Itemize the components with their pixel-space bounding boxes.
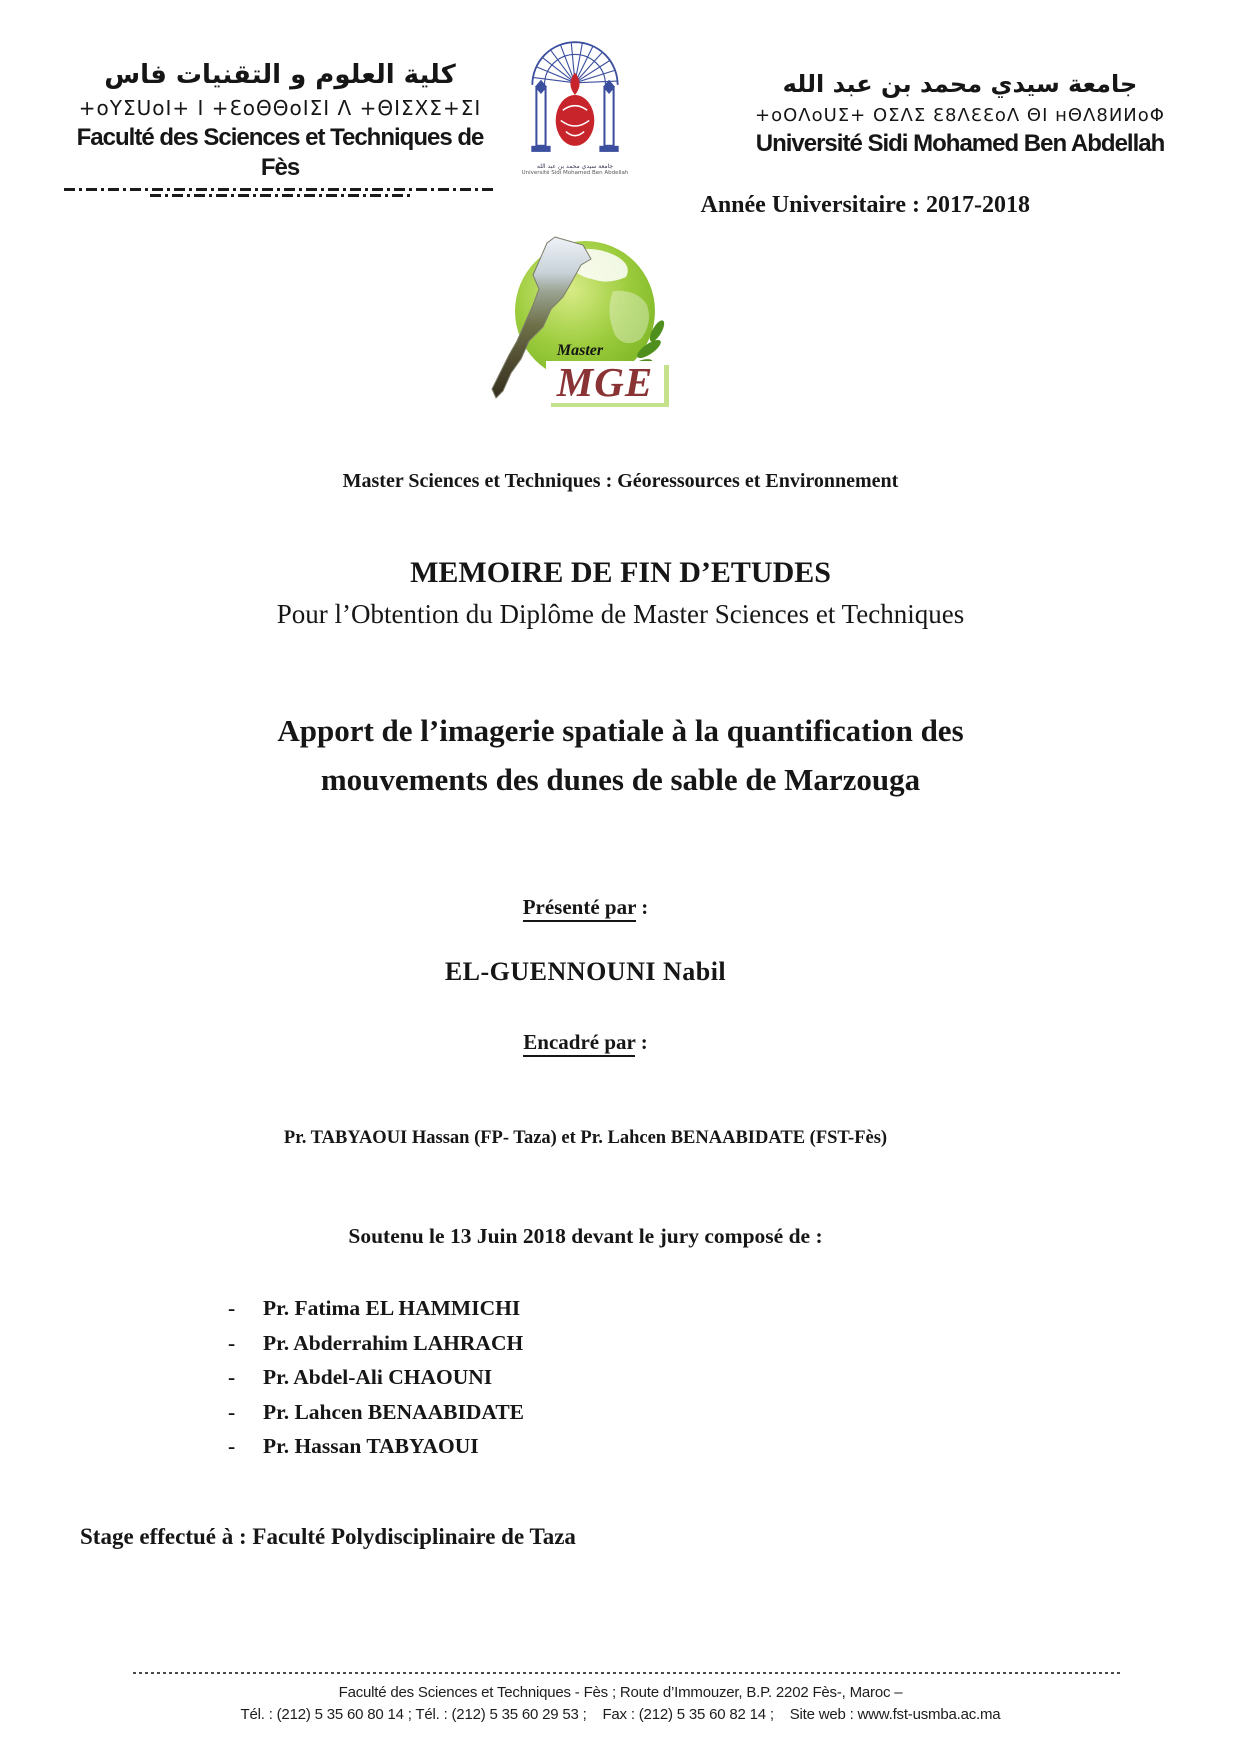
jury-member-name: Pr. Hassan TABYAOUI bbox=[263, 1434, 479, 1458]
jury-list bbox=[228, 1291, 524, 1464]
author-name: EL-GUENNOUNI Nabil bbox=[444, 957, 727, 986]
memoire-subheading: Pour l’Obtention du Diplôme de Master Sciences et Techniques bbox=[276, 599, 965, 629]
supervised-by-label bbox=[0, 1030, 1171, 1055]
faculty-name-tifinagh: +oYΣUoI+ I +ƐoΘΘoIΣI Λ +ΘIΣXΣ+ΣI bbox=[78, 96, 482, 120]
list-dash: - bbox=[228, 1434, 236, 1458]
jury-member bbox=[228, 1360, 524, 1395]
memoire-heading: MEMOIRE DE FIN D’ETUDES bbox=[410, 556, 831, 589]
presented-by-colon: : bbox=[636, 895, 649, 919]
jury-member bbox=[228, 1429, 524, 1464]
defense-line: Soutenu le 13 Juin 2018 devant le jury composé de : bbox=[348, 1224, 823, 1248]
presented-by-text: Présenté par bbox=[523, 895, 636, 922]
jury-member bbox=[228, 1395, 524, 1430]
university-crest bbox=[513, 30, 637, 177]
thesis-title-line1: Apport de l’imagerie spatiale à la quantification des bbox=[277, 713, 964, 748]
academic-year: Année Universitaire : 2017-2018 bbox=[700, 192, 1030, 218]
supervised-by-colon: : bbox=[635, 1030, 648, 1054]
footer-address: Faculté des Sciences et Techniques - Fès ; Route d’Immouzer, B.P. 2202 Fès-, Maroc – bbox=[338, 1684, 903, 1701]
faculty-name-arabic: كلية العلوم و التقنيات فاس bbox=[104, 60, 456, 90]
supervised-by-text: Encadré par bbox=[523, 1030, 635, 1057]
dashdot-divider bbox=[64, 188, 496, 191]
university-header-block bbox=[725, 66, 1195, 159]
jury-member-name: Pr. Abdel-Ali CHAOUNI bbox=[263, 1365, 493, 1389]
university-name-arabic: جامعة سيدي محمد بن عبد الله bbox=[782, 70, 1138, 98]
thesis-title-line2: mouvements des dunes de sable de Marzouga bbox=[320, 762, 921, 797]
jury-member bbox=[228, 1291, 524, 1326]
faculty-name-french: Faculté des Sciences et Techniques de Fès bbox=[76, 124, 484, 181]
presented-by-label bbox=[0, 895, 1171, 920]
jury-member-name: Pr. Lahcen BENAABIDATE bbox=[263, 1399, 525, 1424]
university-crest-icon bbox=[513, 30, 637, 158]
program-line: Master Sciences et Techniques : Géoressources et Environnement bbox=[342, 470, 899, 492]
university-name-french: Université Sidi Mohamed Ben Abdellah bbox=[755, 130, 1165, 157]
footer-contacts: Tél. : (212) 5 35 60 80 14 ; Tél. : (212) 5 35 60 29 53 ; Fax : (212) 5 35 60 82 14 ; Site web : www.fst-usmba.ac.ma bbox=[240, 1706, 1001, 1723]
internship-line: Stage effectué à : Faculté Polydisciplinaire de Taza bbox=[80, 1524, 576, 1549]
dashdot-divider-secondary bbox=[150, 194, 409, 197]
university-name-tifinagh: +oOΛoUΣ+ OΣΛΣ Ɛ8ΛƐƐoΛ ΘI ʜΘΛ8ИИoΦ bbox=[755, 105, 1165, 126]
list-dash: - bbox=[228, 1330, 236, 1355]
crest-caption-french: Université Sidi Mohamed Ben Abdellah bbox=[521, 170, 629, 176]
thesis-title bbox=[0, 706, 1241, 804]
master-label: Master bbox=[556, 342, 604, 359]
crest-caption-arabic: جامعة سيدي محمد بن عبد الله bbox=[536, 163, 614, 170]
jury-member-name: Pr. Fatima EL HAMMICHI bbox=[263, 1296, 521, 1320]
jury-member-name: Pr. Abderrahim LAHRACH bbox=[263, 1330, 524, 1355]
list-dash: - bbox=[228, 1399, 236, 1424]
master-mge-logo bbox=[463, 231, 687, 407]
list-dash: - bbox=[228, 1296, 236, 1320]
list-dash: - bbox=[228, 1365, 236, 1389]
mge-acronym: MGE bbox=[556, 359, 654, 405]
supervisors-line: Pr. TABYAOUI Hassan (FP- Taza) et Pr. Lahcen BENAABIDATE (FST-Fès) bbox=[283, 1128, 888, 1148]
faculty-header-block bbox=[64, 56, 496, 197]
master-mge-logo-icon bbox=[463, 231, 687, 407]
footer-divider bbox=[133, 1672, 1123, 1674]
jury-member bbox=[228, 1326, 524, 1361]
